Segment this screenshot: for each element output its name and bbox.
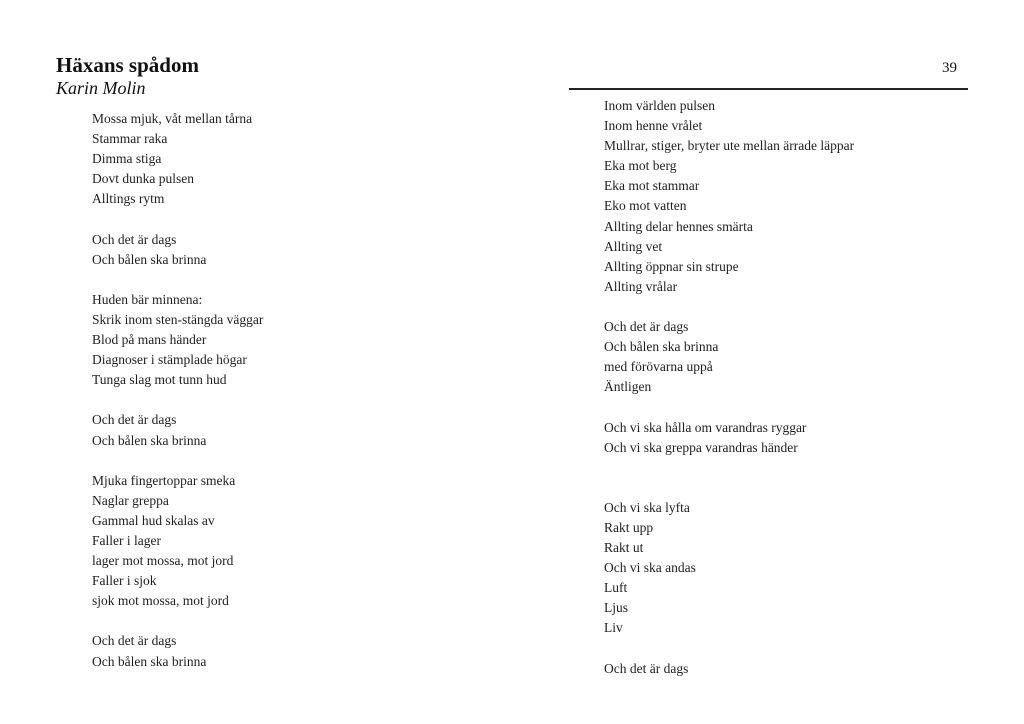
poem-line: Och bålen ska brinna: [92, 653, 207, 669]
poem-line: Och det är dags: [92, 231, 177, 247]
stanza: [92, 290, 263, 390]
left-column: [92, 109, 263, 692]
poem-line: lager mot mossa, mot jord: [92, 553, 234, 569]
poem-line: Luft: [604, 580, 628, 596]
stanza: [92, 230, 263, 270]
stanza: [604, 96, 854, 297]
poem-line: Och vi ska greppa varandras händer: [604, 439, 798, 455]
poem-line: Gammal hud skalas av: [92, 512, 215, 528]
poem-line: Tunga slag mot tunn hud: [92, 372, 227, 388]
poem-line: Äntligen: [604, 379, 652, 395]
header-rule: [569, 88, 968, 90]
poem-line: Rakt ut: [604, 540, 644, 556]
poem-line: Diagnoser i stämplade högar: [92, 352, 247, 368]
poem-line: Inom världen pulsen: [604, 98, 715, 113]
stanza: [92, 471, 263, 612]
poem-line: Inom henne vrålet: [604, 118, 703, 134]
stanza: [92, 631, 263, 671]
poem-line: Och bålen ska brinna: [92, 251, 207, 267]
poem-line: Mjuka fingertoppar smeka: [92, 472, 236, 488]
poem-line: Naglar greppa: [92, 492, 169, 508]
poem-line: Och bålen ska brinna: [604, 339, 719, 355]
right-column: [604, 96, 854, 699]
poem-line: Allting öppnar sin strupe: [604, 258, 739, 274]
poem-line: sjok mot mossa, mot jord: [92, 593, 229, 609]
poem-author: Karin Molin: [56, 78, 146, 98]
poem-line: Och det är dags: [604, 319, 689, 335]
poem-line: Faller i sjok: [92, 573, 157, 589]
poem-line: Och vi ska hålla om varandras ryggar: [604, 419, 807, 435]
stanza: [604, 418, 854, 458]
poem-line: Eko mot vatten: [604, 198, 687, 214]
stanza: [604, 498, 854, 639]
poem-line: Och det är dags: [604, 660, 689, 676]
poem-line: Stammar raka: [92, 131, 168, 147]
poem-line: Allting vrålar: [604, 278, 678, 294]
poem-line: med förövarna uppå: [604, 359, 713, 375]
poem-line: Dovt dunka pulsen: [92, 171, 194, 187]
poem-line: Och vi ska lyfta: [604, 499, 690, 515]
poem-line: Eka mot berg: [604, 158, 677, 174]
poem-line: Mossa mjuk, våt mellan tårna: [92, 111, 253, 126]
stanza: [604, 317, 854, 397]
poem-line: Liv: [604, 620, 623, 636]
page-number: 39: [942, 60, 957, 76]
poem-line: Blod på mans händer: [92, 332, 207, 348]
poem-line: Och det är dags: [92, 412, 177, 428]
poem-line: Och bålen ska brinna: [92, 432, 207, 448]
stanza: [604, 659, 854, 679]
poem-line: Huden bär minnena:: [92, 291, 203, 307]
poem-line: Mullrar, stiger, bryter ute mellan ärrade läppar: [604, 138, 855, 154]
stanza: [92, 109, 263, 209]
poem-line: Skrik inom sten-stängda väggar: [92, 311, 264, 327]
poem-line: Faller i lager: [92, 532, 161, 548]
poem-line: Allting delar hennes smärta: [604, 218, 753, 234]
poem-line: Och vi ska andas: [604, 560, 696, 576]
poem-line: Alltings rytm: [92, 191, 165, 207]
poem-line: Och det är dags: [92, 633, 177, 649]
poem-line: Rakt upp: [604, 519, 654, 535]
poem-line: Ljus: [604, 600, 629, 616]
poem-title: Häxans spådom: [56, 53, 199, 77]
poem-line: Allting vet: [604, 238, 663, 254]
poem-line: Dimma stiga: [92, 151, 162, 167]
poem-line: Eka mot stammar: [604, 178, 700, 194]
stanza: [92, 410, 263, 450]
